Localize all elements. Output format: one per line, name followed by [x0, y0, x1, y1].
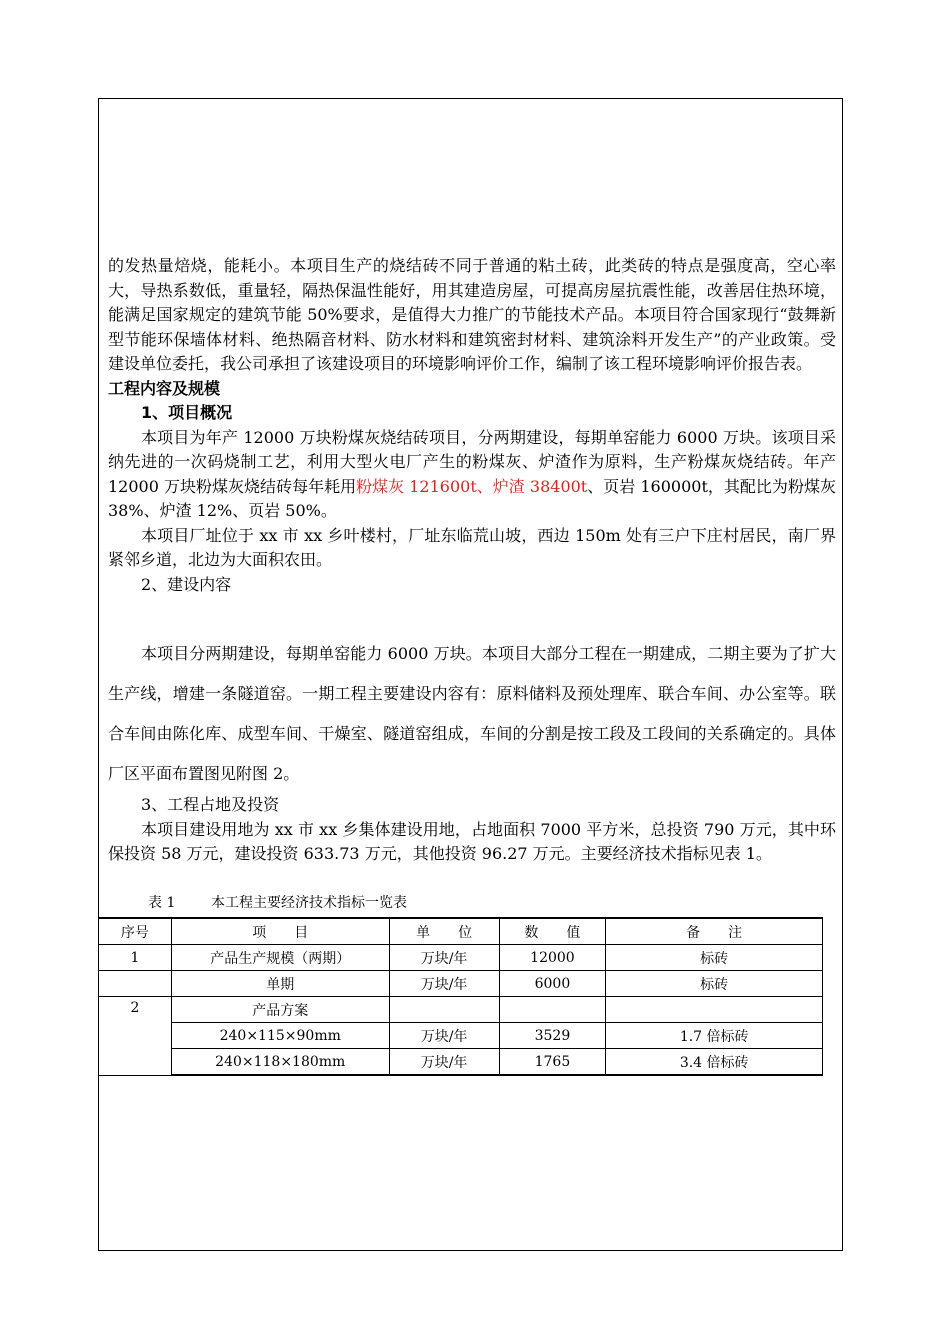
header-unit: 单 位 — [389, 918, 499, 945]
cell-note: 1.7 倍标砖 — [606, 1023, 823, 1049]
cell-item: 单期 — [171, 971, 389, 997]
site-paragraph: 本项目厂址位于 xx 市 xx 乡叶楼村，厂址东临荒山坡，西边 150m 处有三户下庄村居民，南厂界紧邻乡道，北边为大面积农田。 — [108, 525, 836, 569]
cell-unit: 万块/年 — [389, 945, 499, 971]
construction-paragraph: 本项目分两期建设，每期单窑能力 6000 万块。本项目大部分工程在一期建成，二期主要为了扩大生产线，增建一条隧道窑。一期工程主要建设内容有：原料储料及预处理库、联合车间、办公室等。联合车间由陈化库、成型车间、干燥室、隧道窑组成，车间的分割是按工段及工段间的关系确定的。具体厂区平面布置图见附图 2。 — [108, 644, 836, 783]
header-note: 备 注 — [606, 918, 823, 945]
cell-item: 240×118×180mm — [171, 1049, 389, 1076]
cell-unit: 万块/年 — [389, 1023, 499, 1049]
section-title: 工程内容及规模 — [108, 378, 221, 398]
table-row — [99, 1049, 823, 1076]
header-value: 数 值 — [499, 918, 606, 945]
subsection-1-title: 1、项目概况 — [141, 403, 233, 422]
cell-note: 标砖 — [606, 945, 823, 971]
table-row — [99, 971, 823, 997]
cell-no: 2 — [99, 997, 172, 1076]
table-row — [99, 997, 823, 1023]
cell-no: 1 — [99, 945, 172, 971]
cell-no — [99, 971, 172, 997]
overview-text-end: 、页岩 160000t，其配比为粉煤灰 38%、炉渣 12%、页岩 50%。 — [108, 476, 836, 520]
cell-value: 3529 — [499, 1023, 606, 1049]
cell-value — [499, 997, 606, 1023]
table-caption: 表 1 本工程主要经济技术指标一览表 — [148, 895, 407, 911]
table-row — [99, 945, 823, 971]
text-block-top — [108, 254, 836, 597]
table-header-row — [99, 918, 823, 945]
overview-highlight: 粉煤灰 121600t、炉渣 38400t — [356, 476, 588, 496]
text-block-construction — [108, 634, 836, 794]
cell-unit: 万块/年 — [389, 1049, 499, 1076]
cell-note — [606, 997, 823, 1023]
cell-value: 6000 — [499, 971, 606, 997]
economic-indicators-table — [98, 917, 823, 1076]
cell-note: 3.4 倍标砖 — [606, 1049, 823, 1076]
subsection-2-title: 2、建设内容 — [141, 574, 232, 594]
cell-item: 产品生产规模（两期） — [171, 945, 389, 971]
subsection-3-title: 3、工程占地及投资 — [141, 795, 280, 814]
cell-item: 产品方案 — [171, 997, 389, 1023]
cell-item: 240×115×90mm — [171, 1023, 389, 1049]
cell-unit — [389, 997, 499, 1023]
overview-text: 本项目为年产 12000 万块粉煤灰烧结砖项目，分两期建设，每期单窑能力 6000 万块。该项目采纳先进的一次码烧制工艺，利用大型火电厂产生的粉煤灰、炉渣作为原料，生产粉煤灰烧结砖。年产 12000 万块粉煤灰烧结砖每年耗用 — [108, 427, 836, 496]
table-row — [99, 1023, 823, 1049]
header-item: 项 目 — [171, 918, 389, 945]
text-block-investment — [108, 793, 836, 867]
overview-paragraph — [108, 426, 836, 524]
investment-paragraph: 本项目建设用地为 xx 市 xx 乡集体建设用地，占地面积 7000 平方米，总投资 790 万元，其中环保投资 58 万元，建设投资 633.73 万元，其他投资 96.27 万元。主要经济技术指标见表 1。 — [108, 819, 836, 863]
cell-note: 标砖 — [606, 971, 823, 997]
header-no: 序号 — [99, 918, 172, 945]
cell-value: 1765 — [499, 1049, 606, 1076]
cell-unit: 万块/年 — [389, 971, 499, 997]
cell-value: 12000 — [499, 945, 606, 971]
intro-paragraph: 的发热量焙烧，能耗小。本项目生产的烧结砖不同于普通的粘土砖，此类砖的特点是强度高，空心率大，导热系数低，重量轻，隔热保温性能好，用其建造房屋，可提高房屋抗震性能，改善居住热环境，能满足国家规定的建筑节能 50%要求，是值得大力推广的节能技术产品。本项目符合国家现行“鼓舞新型节能环保墙体材料、绝热隔音材料、防水材料和建筑密封材料、建筑涂料开发生产”的产业政策。受建设单位委托，我公司承担了该建设项目的环境影响评价工作，编制了该工程环境影响评价报告表。 — [108, 256, 836, 373]
